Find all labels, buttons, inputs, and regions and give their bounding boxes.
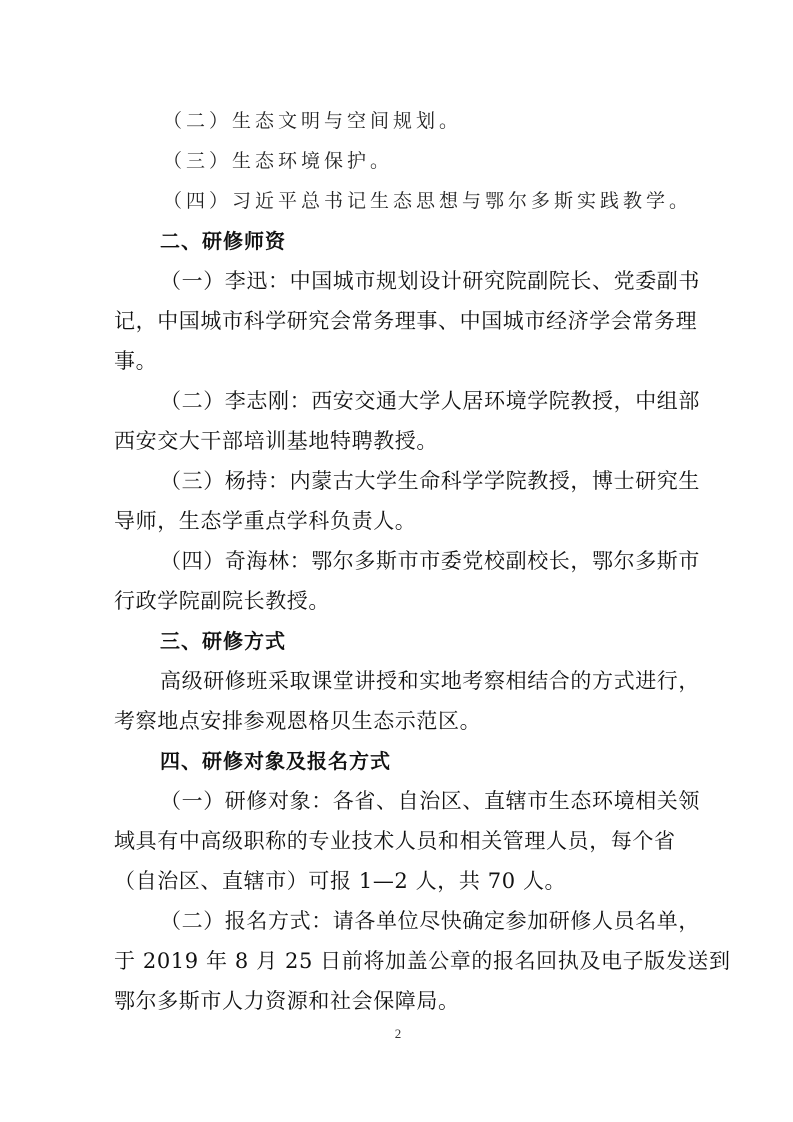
section-heading-targets: 四、研修对象及报名方式 [160, 749, 391, 773]
faculty-1-line-3: 事。 [114, 349, 158, 373]
topic-item-2: （二）生态文明与空间规划。 [163, 110, 463, 132]
faculty-4-line-1: （四）奇海林：鄂尔多斯市市委党校副校长，鄂尔多斯市 [160, 549, 700, 573]
section-heading-faculty: 二、研修师资 [160, 229, 286, 253]
targets-line-3: （自治区、直辖市）可报 1—2 人，共 70 人。 [114, 869, 567, 893]
topic-item-4: （四）习近平总书记生态思想与鄂尔多斯实践教学。 [163, 190, 693, 212]
faculty-2-line-2: 西安交大干部培训基地特聘教授。 [114, 429, 438, 453]
registration-line-1: （二）报名方式：请各单位尽快确定参加研修人员名单， [160, 909, 700, 933]
faculty-3-line-2: 导师，生态学重点学科负责人。 [114, 509, 417, 533]
targets-line-1: （一）研修对象：各省、自治区、直辖市生态环境相关领 [160, 789, 700, 813]
method-line-2: 考察地点安排参观恩格贝生态示范区。 [114, 709, 482, 733]
page-number: 2 [394, 1026, 402, 1041]
section-heading-method: 三、研修方式 [160, 629, 286, 653]
targets-line-2: 域具有中高级职称的专业技术人员和相关管理人员，每个省 [114, 829, 676, 853]
faculty-1-line-1: （一）李迅：中国城市规划设计研究院副院长、党委副书 [160, 269, 700, 293]
registration-line-3: 鄂尔多斯市人力资源和社会保障局。 [114, 989, 460, 1013]
topic-item-3: （三）生态环境保护。 [163, 150, 394, 172]
faculty-2-line-1: （二）李志刚：西安交通大学人居环境学院教授，中组部 [160, 389, 700, 413]
faculty-4-line-2: 行政学院副院长教授。 [114, 589, 330, 613]
faculty-1-line-2: 记，中国城市科学研究会常务理事、中国城市经济学会常务理 [114, 309, 698, 333]
faculty-3-line-1: （三）杨持：内蒙古大学生命科学学院教授，博士研究生 [160, 469, 700, 493]
registration-line-2: 于 2019 年 8 月 25 日前将加盖公章的报名回执及电子版发送到 [114, 949, 731, 973]
method-line-1: 高级研修班采取课堂讲授和实地考察相结合的方式进行， [160, 669, 700, 693]
